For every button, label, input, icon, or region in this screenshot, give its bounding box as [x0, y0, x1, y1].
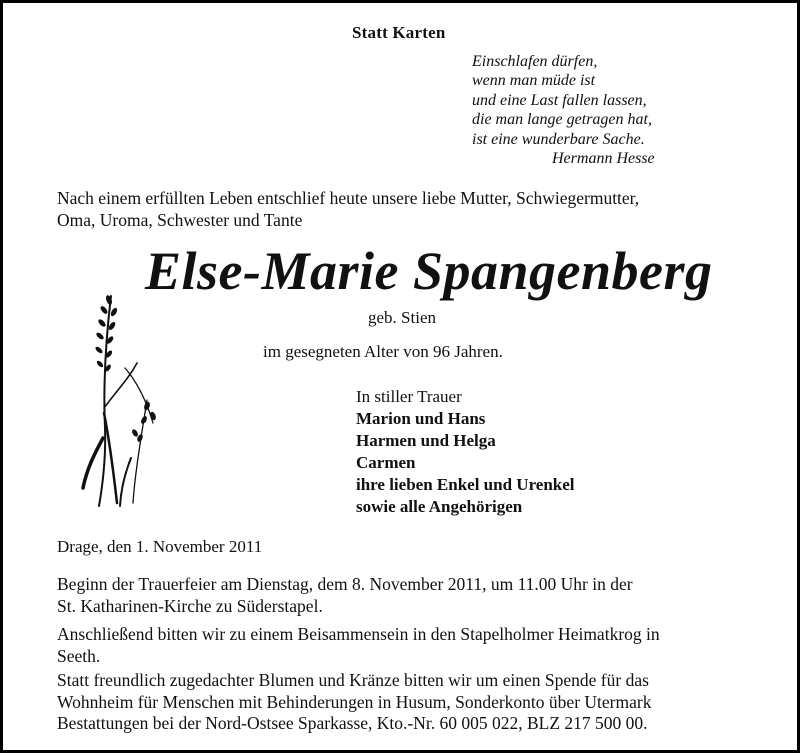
donation-paragraph	[57, 670, 757, 735]
deceased-name: Else-Marie Spangenberg	[145, 241, 713, 301]
paragraph-line: St. Katharinen-Kirche zu Süderstapel.	[57, 595, 323, 616]
intro-text	[57, 187, 757, 231]
heading: Statt Karten	[352, 23, 446, 42]
poem-line: die man lange getragen hat,	[472, 111, 652, 129]
intro-line: Oma, Uroma, Schwester und Tante	[57, 210, 303, 230]
poem-line: Einschlafen dürfen,	[472, 53, 598, 70]
mourner-name: sowie alle Angehörigen	[356, 497, 523, 516]
paragraph-line: Statt freundlich zugedachter Blumen und Kränze bitten wir um einen Spende für das	[57, 670, 649, 690]
age-text: im gesegneten Alter von 96 Jahren.	[263, 342, 503, 361]
place-date: Drage, den 1. November 2011	[57, 537, 263, 556]
mourner-name: Harmen und Helga	[356, 431, 496, 450]
paragraph-line: Bestattungen bei der Nord-Ostsee Sparkasse, Kto.-Nr. 60 005 022, BLZ 217 500 00.	[57, 713, 648, 733]
mourner-name: ihre lieben Enkel und Urenkel	[356, 475, 575, 494]
mourner-name: Marion und Hans	[356, 409, 486, 428]
mourning-lead: In stiller Trauer	[356, 387, 462, 406]
funeral-service-paragraph	[57, 574, 757, 617]
paragraph-line: Beginn der Trauerfeier am Dienstag, dem 8. November 2011, um 11.00 Uhr in der	[57, 574, 633, 594]
mourner-name: Carmen	[356, 453, 416, 472]
paragraph-line: Anschließend bitten wir zu einem Beisammensein in den Stapelholmer Heimatkrog in	[57, 624, 660, 644]
intro-line: Nach einem erfüllten Leben entschlief heute unsere liebe Mutter, Schwiegermutter,	[57, 188, 640, 208]
poem-line: und eine Last fallen lassen,	[472, 91, 647, 109]
paragraph-line: Wohnheim für Menschen mit Behinderungen in Husum, Sonderkonto über Utermark	[57, 691, 652, 712]
gathering-paragraph	[57, 624, 757, 667]
poem-author: Hermann Hesse	[552, 150, 655, 168]
maiden-name: geb. Stien	[368, 308, 436, 327]
mourners-block	[356, 386, 575, 518]
grass-plant-icon	[73, 288, 173, 508]
poem	[472, 52, 655, 168]
poem-line: wenn man müde ist	[472, 72, 596, 90]
paragraph-line: Seeth.	[57, 645, 101, 666]
poem-line: ist eine wunderbare Sache.	[472, 130, 645, 148]
